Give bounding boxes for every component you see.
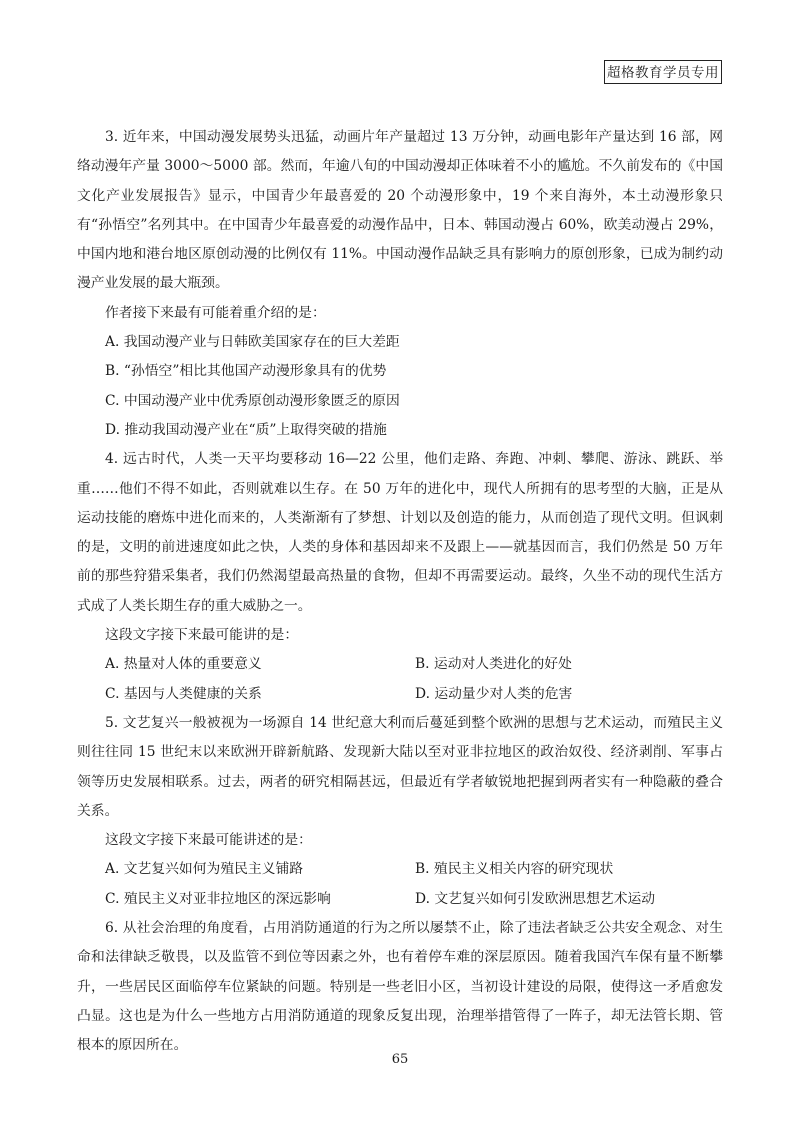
question-3-prompt: 作者接下来最有可能着重介绍的是：	[105, 304, 326, 321]
question-5-option-a: A. 文艺复兴如何为殖民主义铺路	[105, 861, 304, 878]
content	[77, 123, 723, 1061]
question-6-text: 6. 从社会治理的角度看，占用消防通道的行为之所以屡禁不止，除了违法者缺乏公共安全观念、对生命和法律缺乏敬畏，以及监管不到位等因素之外，也有着停车难的深层原因。随着我国汽车保有量不断攀升，一些居民区面临停车位紧缺的问题。特别是一些老旧小区，当初设计建设的局限，使得这一矛盾愈发凸显。这也是为什么一些地方占用消防通道的现象反复出现，治理举措管得了一阵子，却无法管长期、管根本的原因所在。	[77, 920, 723, 1054]
question-3-option-c: C. 中国动漫产业中优秀原创动漫形象匮乏的原因	[105, 392, 400, 409]
question-3-option-b: B. “孙悟空”相比其他国产动漫形象具有的优势	[105, 363, 387, 380]
question-4-option-c: C. 基因与人类健康的关系	[105, 685, 262, 702]
question-4-options	[77, 650, 723, 709]
question-5-option-b: B. 殖民主义相关内容的研究现状	[415, 861, 614, 878]
question-4-text: 4. 远古时代，人类一天平均要移动 16—22 公里，他们走路、奔跑、冲刺、攀爬、游泳、跳跃、举重……他们不得不如此，否则就难以生存。在 50 万年的进化中，现代人所拥有的思考型的大脑，正是从运动技能的磨炼中进化而来的，人类渐渐有了梦想、计划以及创造的能力，从而创造了现代文明。但讽刺的是，文明的前进速度如此之快，人类的身体和基因却来不及跟上——就基因而言，我们仍然是 50 万年前的那些狩猎采集者，我们仍然渴望最高热量的食物，但却不再需要运动。最终，久坐不动的现代生活方式成了人类长期生存的重大威胁之一。	[77, 451, 723, 614]
question-5-text: 5. 文艺复兴一般被视为一场源自 14 世纪意大利而后蔓延到整个欧洲的思想与艺术运动，而殖民主义则往往同 15 世纪末以来欧洲开辟新航路、发现新大陆以至对亚非拉地区的政治奴役、经济剥削、军事占领等历史发展相联系。过去，两者的研究相隔甚远，但最近有学者敏锐地把握到两者实有一种隐蔽的叠合关系。	[77, 714, 723, 819]
page-number: 65	[391, 1052, 409, 1067]
question-5-option-c: C. 殖民主义对亚非拉地区的深远影响	[105, 890, 331, 907]
question-5-option-d: D. 文艺复兴如何引发欧洲思想艺术运动	[415, 890, 656, 907]
question-4-option-a: A. 热量对人体的重要意义	[105, 656, 262, 673]
question-5-prompt: 这段文字接下来最可能讲述的是：	[105, 832, 312, 849]
question-3-option-a: A. 我国动漫产业与日韩欧美国家存在的巨大差距	[105, 334, 400, 351]
question-5-options	[77, 855, 723, 914]
question-4-prompt: 这段文字接下来最可能讲的是：	[105, 627, 299, 644]
question-4-option-b: B. 运动对人类进化的好处	[415, 656, 572, 673]
header-tag: 超格教育学员专用	[604, 60, 722, 84]
question-4-option-d: D. 运动量少对人类的危害	[415, 685, 573, 702]
question-3-option-d: D. 推动我国动漫产业在“质”上取得突破的措施	[105, 421, 387, 438]
question-3-text: 3. 近年来，中国动漫发展势头迅猛，动画片年产量超过 13 万分钟，动画电影年产量达到 16 部，网络动漫年产量 3000～5000 部。然而，年逾八旬的中国动漫却正体味着不小的尴尬。不久前发布的《中国文化产业发展报告》显示，中国青少年最喜爱的 20 个动漫形象中，19 个来自海外，本土动漫形象只有“孙悟空”名列其中。在中国青少年最喜爱的动漫作品中，日本、韩国动漫占 60%，欧美动漫占 29%，中国内地和港台地区原创动漫的比例仅有 11%。中国动漫作品缺乏具有影响力的原创形象，已成为制约动漫产业发展的最大瓶颈。	[77, 129, 723, 292]
